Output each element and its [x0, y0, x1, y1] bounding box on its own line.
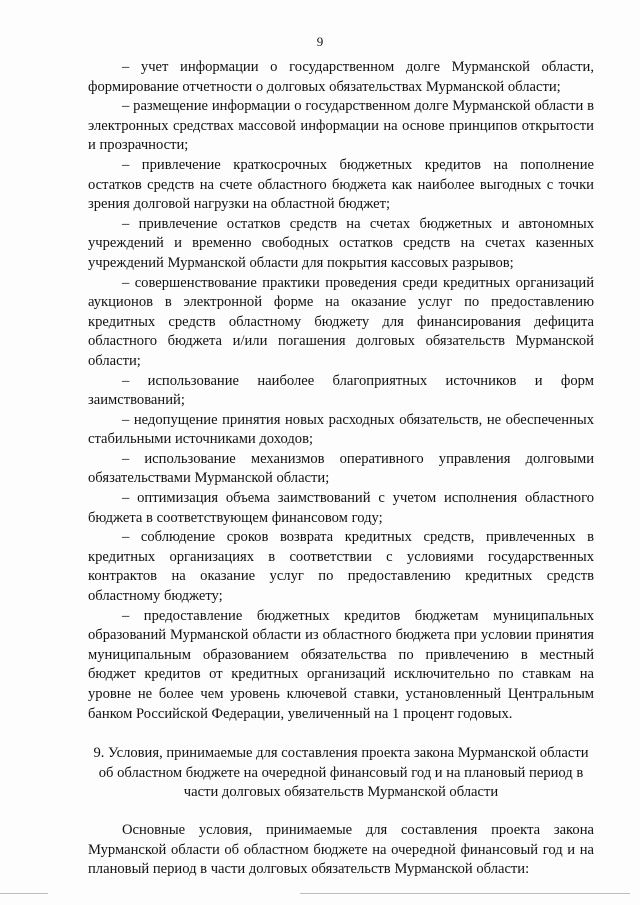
- scan-artifact-line: [0, 893, 48, 894]
- list-item: – использование механизмов оперативного управления долговыми обязательствами Мурманской области;: [88, 450, 594, 487]
- section-heading: 9. Условия, принимаемые для составления проекта закона Мурманской области об областном бюджете на очередной финансовый год и на плановый период в части долговых обязательств Мурманской области: [93, 745, 589, 801]
- list-item: – предоставление бюджетных кредитов бюджетам муниципальных образований Мурманской области из областного бюджета при условии принятия муниципальным образованием обязательства по привлечению в местный бюджет кредитов от кредитных организаций исключительно по ставкам на уровне не более чем уровень ключевой ставки, установленный Центральным банком Российской Федерации, увеличенный на 1 процент годовых.: [88, 607, 594, 722]
- list-item: – привлечение краткосрочных бюджетных кредитов на пополнение остатков средств на счете областного бюджета как наиболее выгодных с точки зрения долговой нагрузки на областной бюджет;: [88, 156, 594, 213]
- list-item: – учет информации о государственном долге Мурманской области, формирование отчетности о долговых обязательствах Мурманской области;: [88, 59, 594, 95]
- page-number: 9: [316, 34, 324, 49]
- document-body: [88, 58, 594, 880]
- list-item: – привлечение остатков средств на счетах бюджетных и автономных учреждений и временно свободных остатков средств на счетах казенных учреждений Мурманской области для покрытия кассовых разрывов;: [88, 215, 594, 271]
- list-item: – соблюдение сроков возврата кредитных средств, привлеченных в кредитных организациях в соответствии с условиями государственных контрактов на оказание услуг по предоставлению кредитных средств областному бюджету;: [88, 529, 594, 605]
- list-item: – использование наиболее благоприятных источников и форм заимствований;: [88, 372, 594, 409]
- list-item: – совершенствование практики проведения среди кредитных организаций аукционов в электронной форме на оказание услуг по предоставлению кредитных средств областному бюджету для финансирования дефицита областного бюджета и/или погашения долговых обязательств Мурманской области;: [88, 274, 594, 369]
- list-item: – недопущение принятия новых расходных обязательств, не обеспеченных стабильными источниками доходов;: [88, 411, 594, 448]
- scan-artifact-line: [300, 893, 630, 894]
- list-item: – оптимизация объема заимствований с учетом исполнения областного бюджета в соответствующем финансовом году;: [88, 490, 594, 526]
- list-item: – размещение информации о государственном долге Мурманской области в электронных средствах массовой информации на основе принципов открытости и прозрачности;: [88, 98, 594, 154]
- intro-paragraph: Основные условия, принимаемые для составления проекта закона Мурманской области об областном бюджете на очередной финансовый год и на плановый период в части долговых обязательств Мурманской области:: [88, 821, 594, 878]
